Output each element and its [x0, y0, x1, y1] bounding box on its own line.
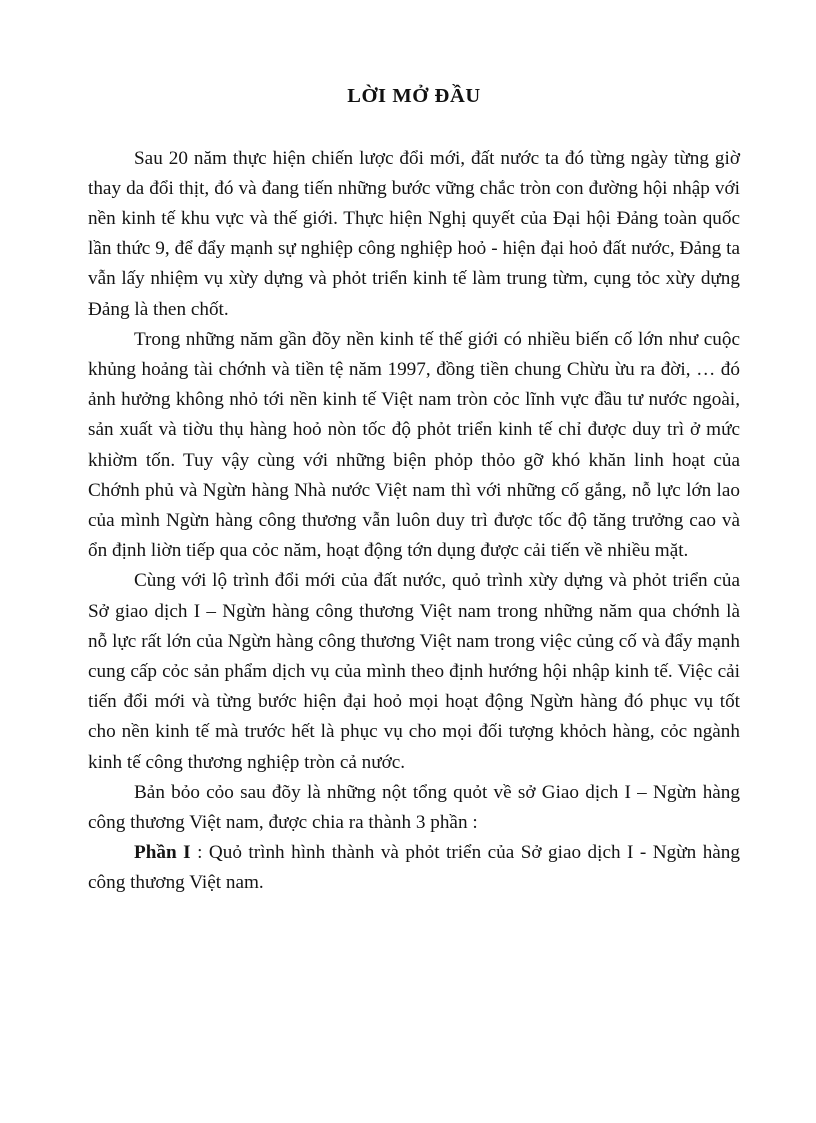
paragraph-3: Cùng với lộ trình đổi mới của đất nước, quỏ trình xừy dựng và phỏt triển của Sở giao dịch I – Ngừn hàng công thương Việt nam trong những năm qua chớnh là nỗ lực rất lớn của Ngừn hàng công thương Việt nam trong việc củng cố và đẩy mạnh cung cấp cỏc sản phẩm dịch vụ của mình theo định hướng hội nhập kinh tế. Việc cải tiến đổi mới và từng bước hiện đại hoỏ mọi hoạt động Ngừn hàng đó phục vụ tốt cho nền kinh tế mà trước hết là phục vụ cho mọi đối tượng khỏch hàng, cỏc ngành kinh tế công thương nghiệp tròn cả nước.	[88, 570, 740, 773]
section-label-phan-i: Phần I	[134, 842, 191, 864]
section-description: : Quỏ trình hình thành và phỏt triển của Sở giao dịch I - Ngừn hàng công thương Việt nam.	[88, 842, 740, 894]
paragraph-1: Sau 20 năm thực hiện chiến lược đổi mới, đất nước ta đó từng ngày từng giờ thay da đổi thịt, đó và đang tiến những bước vững chắc tròn con đường hội nhập với nền kinh tế khu vực và thế giới. Thực hiện Nghị quyết của Đại hội Đảng toàn quốc lần thức 9, để đẩy mạnh sự nghiệp công nghiệp hoỏ - hiện đại hoỏ đất nước, Đảng ta vẫn lấy nhiệm vụ xừy dựng và phỏt triển kinh tế làm trung từm, cụng tỏc xừy dựng Đảng là then chốt.	[88, 147, 740, 320]
page-content-column	[88, 0, 740, 899]
paragraph-4: Bản bỏo cỏo sau đõy là những nột tổng quỏt về sở Giao dịch I – Ngừn hàng công thương Việt nam, được chia ra thành 3 phần :	[88, 781, 740, 834]
paragraph-5-section-heading	[88, 838, 740, 898]
page-title: LỜI MỞ ĐẦU	[347, 85, 481, 107]
paragraph-2: Trong những năm gần đõy nền kinh tế thế giới có nhiều biến cố lớn như cuộc khủng hoảng tài chớnh và tiền tệ năm 1997, đồng tiền chung Chừu ừu ra đời, … đó ảnh hưởng không nhỏ tới nền kinh tế Việt nam tròn cỏc lĩnh vực đầu tư nước ngoài, sản xuất và tiờu thụ hàng hoỏ nòn tốc độ phỏt triển kinh tế chỉ được duy trì ở mức khiờm tốn. Tuy vậy cùng với những biện phỏp thỏo gỡ khó khăn linh hoạt của Chớnh phủ và Ngừn hàng Nhà nước Việt nam thì với những cố gắng, nỗ lực lớn lao của mình Ngừn hàng công thương vẫn luôn duy trì được tốc độ tăng trưởng cao và ổn định liờn tiếp qua cỏc năm, hoạt động tớn dụng được cải tiến về nhiều mặt.	[88, 328, 740, 562]
document-body	[88, 144, 740, 899]
